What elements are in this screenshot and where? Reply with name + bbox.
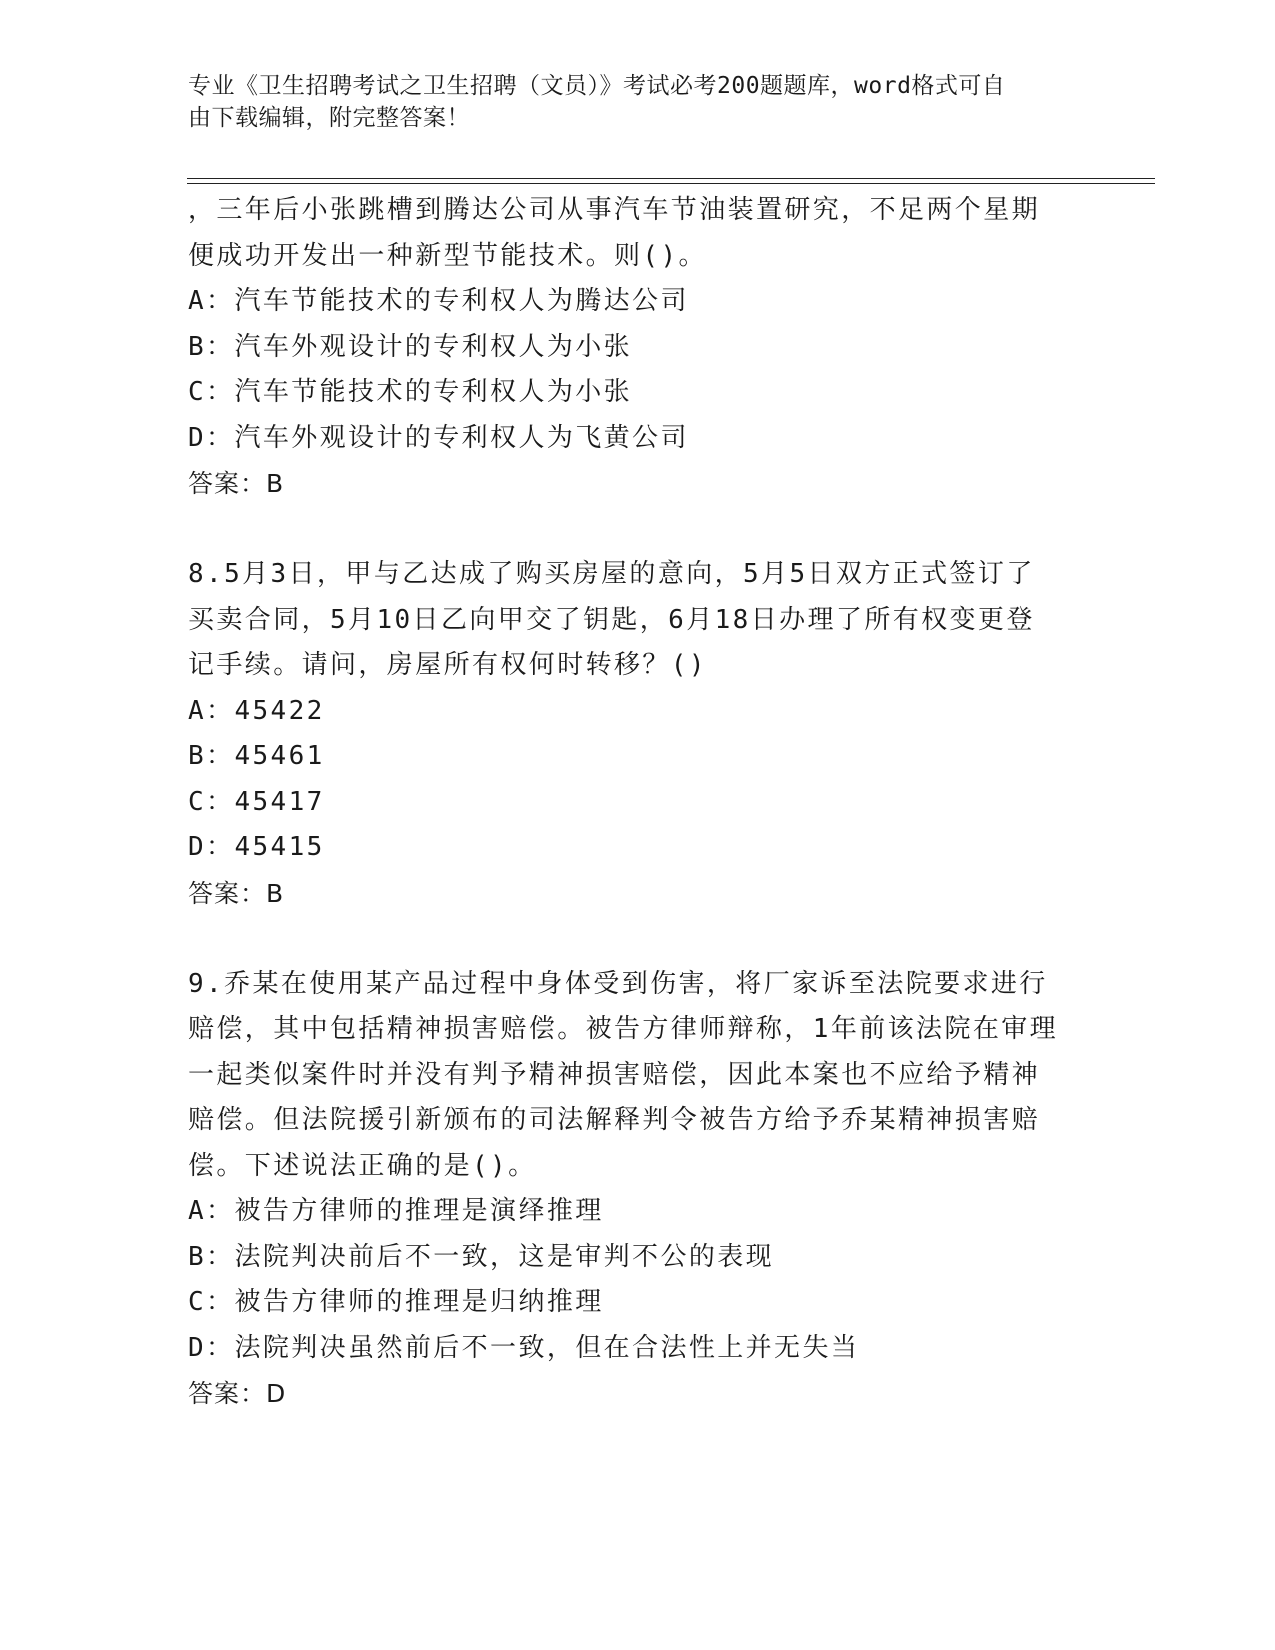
answer-label: 答案：B [188,469,285,498]
document-header [188,70,1068,134]
option-c: C：被告方律师的推理是归纳推理 [188,1287,604,1317]
question-stem-line: 记手续。请问，房屋所有权何时转移？() [188,650,707,680]
question-stem-line: 8.5月3日，甲与乙达成了购买房屋的意向，5月5日双方正式签订了 [188,559,1035,589]
question-stem-line: 9.乔某在使用某产品过程中身体受到伤害，将厂家诉至法院要求进行 [188,968,1048,999]
spacer [188,507,1088,553]
question-stem-line: ，三年后小张跳槽到腾达公司从事汽车节油装置研究，不足两个星期 [188,195,1041,225]
option-d: D：45415 [188,832,325,862]
question-stem-line: 一起类似案件时并没有判予精神损害赔偿，因此本案也不应给予精神 [188,1059,1041,1090]
option-d: D：法院判决虽然前后不一致，但在合法性上并无失当 [188,1332,860,1363]
header-line-2: 由下载编辑，附完整答案！ [188,105,470,131]
option-d: D：汽车外观设计的专利权人为飞黄公司 [188,422,689,453]
header-line-1: 专业《卫生招聘考试之卫生招聘（文员）》考试必考200题题库，word格式可自 [188,73,1006,99]
option-a: A：被告方律师的推理是演绎推理 [188,1196,604,1226]
question-stem-line: 赔偿。但法院援引新颁布的司法解释判令被告方给予乔某精神损害赔 [188,1105,1041,1135]
option-c: C：汽车节能技术的专利权人为小张 [188,377,633,407]
question-9 [188,962,1088,1417]
question-stem-line: 买卖合同，5月10日乙向甲交了钥匙，6月18日办理了所有权变更登 [188,604,1035,635]
option-b: B：汽车外观设计的专利权人为小张 [188,331,633,362]
question-stem-line: 偿。下述说法正确的是()。 [188,1150,537,1181]
question-stem-line: 赔偿，其中包括精神损害赔偿。被告方律师辩称，1年前该法院在审理 [188,1014,1059,1044]
option-b: B：法院判决前后不一致，这是审判不公的表现 [188,1241,775,1272]
question-stem-line: 便成功开发出一种新型节能技术。则()。 [188,240,707,271]
option-c: C：45417 [188,786,325,817]
option-a: A：汽车节能技术的专利权人为腾达公司 [188,286,689,316]
answer-label: 答案：D [188,1379,287,1408]
question-list [188,188,1088,1417]
header-divider-bottom [187,183,1155,184]
question-8 [188,552,1088,916]
option-b: B：45461 [188,741,325,771]
header-divider-top [187,178,1155,179]
answer-label: 答案：B [188,878,285,908]
option-a: A：45422 [188,695,325,726]
question-7 [188,188,1088,507]
spacer [188,916,1088,962]
